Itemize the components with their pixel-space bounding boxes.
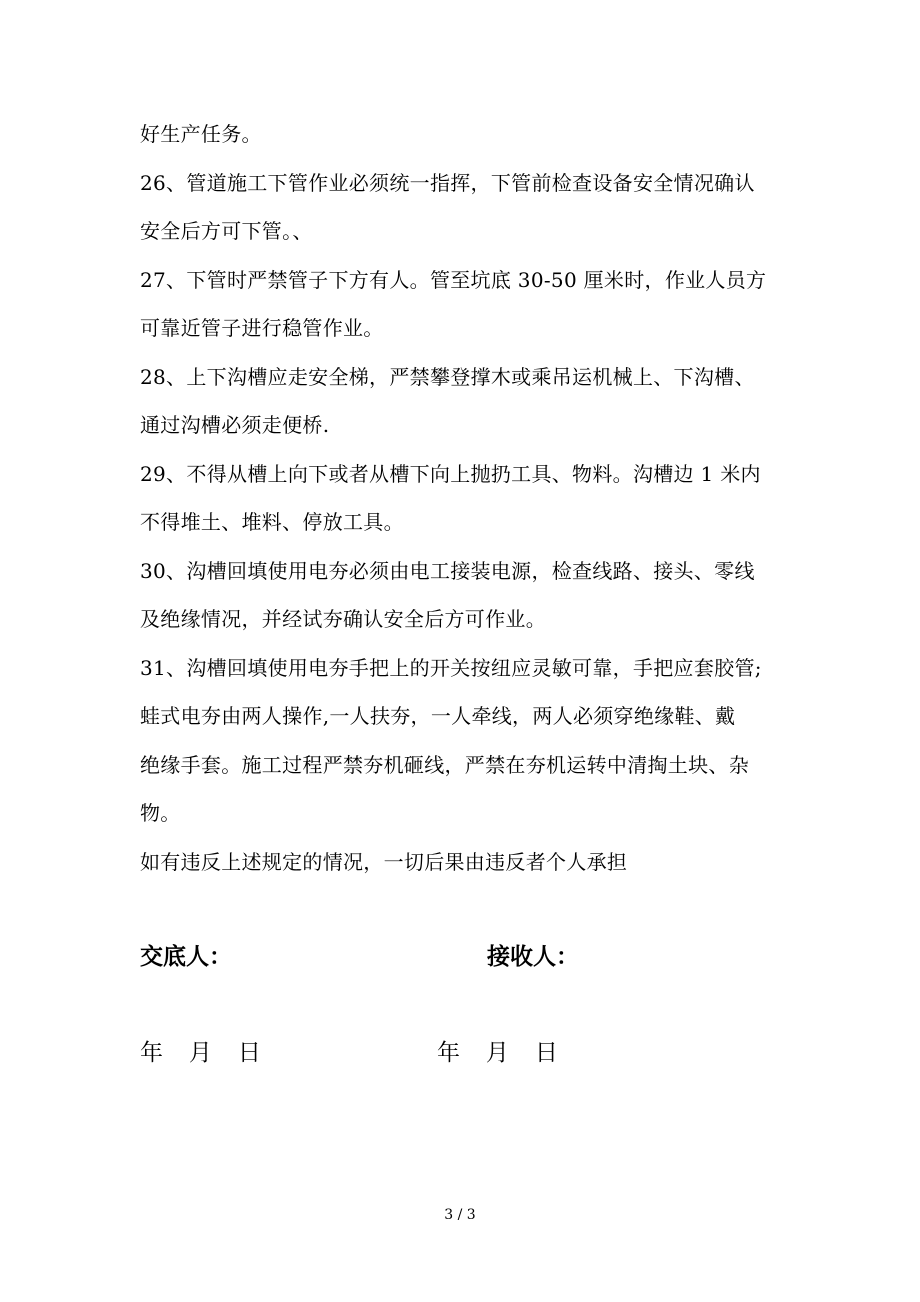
page-number: 3 / 3 bbox=[444, 1207, 476, 1223]
text-line: 28、上下沟槽应走安全梯，严禁攀登撑木或乘吊运机械上、下沟槽、 bbox=[140, 364, 755, 389]
giver-date: 年 月 日 bbox=[140, 1040, 262, 1066]
document-body bbox=[140, 110, 790, 886]
text-line: 31、沟槽回填使用电夯手把上的开关按纽应灵敏可靠，手把应套胶管; bbox=[140, 655, 762, 680]
receiver-label: 接收人： bbox=[487, 944, 579, 970]
text-line: 如有违反上述规定的情况，一切后果由违反者个人承担 bbox=[140, 849, 628, 874]
text-line: 29、不得从槽上向下或者从槽下向上抛扔工具、物料。沟槽边 1 米内 bbox=[140, 461, 761, 486]
signature-labels bbox=[140, 938, 840, 978]
text-line: 绝缘手套。施工过程严禁夯机砸线，严禁在夯机运转中清掏土块、杂 bbox=[140, 752, 749, 777]
text-line: 安全后方可下管。、 bbox=[140, 219, 313, 243]
text-line: 通过沟槽必须走便桥. bbox=[140, 413, 330, 437]
text-line: 及绝缘情况，并经试夯确认安全后方可作业。 bbox=[140, 607, 546, 631]
text-line: 30、沟槽回填使用电夯必须由电工接装电源，检查线路、接头、零线 bbox=[140, 558, 755, 583]
text-line: 27、下管时严禁管子下方有人。管至坑底 30-50 厘米时，作业人员方 bbox=[140, 267, 767, 292]
text-line: 可靠近管子进行稳管作业。 bbox=[140, 316, 384, 340]
text-line: 物。 bbox=[140, 801, 181, 825]
text-line: 不得堆土、堆料、停放工具。 bbox=[140, 510, 404, 534]
text-line: 好生产任务。 bbox=[140, 122, 262, 146]
signature-dates bbox=[140, 1034, 840, 1074]
receiver-date: 年 月 日 bbox=[437, 1040, 559, 1066]
text-line: 26、管道施工下管作业必须统一指挥，下管前检查设备安全情况确认 bbox=[140, 170, 755, 195]
text-line: 蛙式电夯由两人操作,一人扶夯，一人牵线，两人必须穿绝缘鞋、戴 bbox=[140, 704, 736, 728]
giver-label: 交底人： bbox=[140, 944, 232, 970]
